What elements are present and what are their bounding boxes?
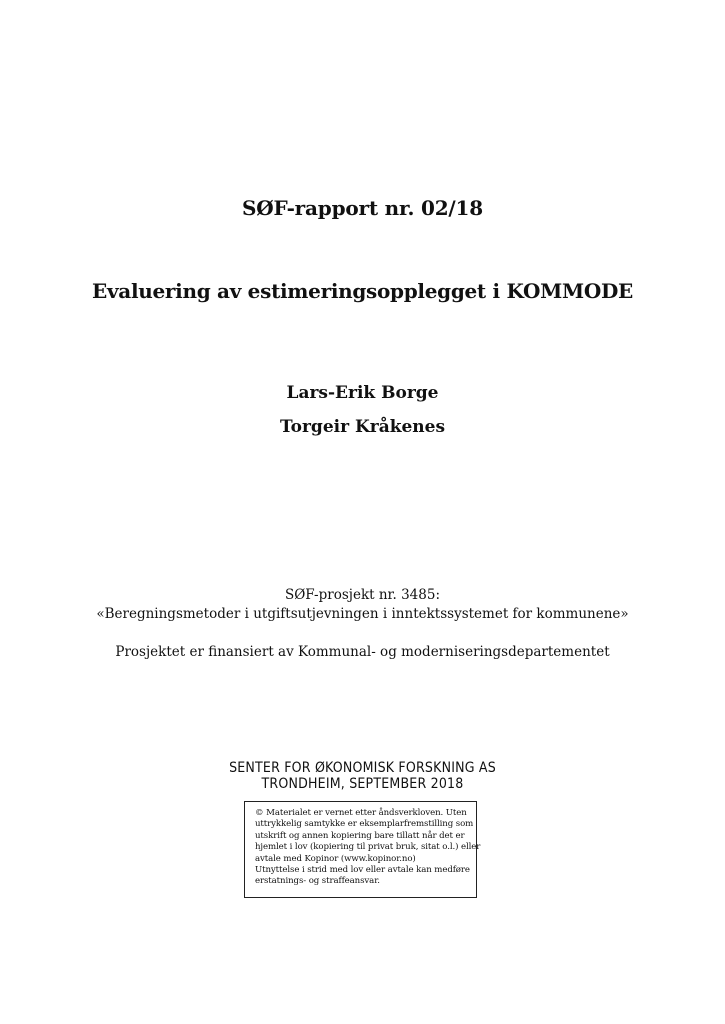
- funding-statement: Prosjektet er finansiert av Kommunal- og moderniseringsdepartementet: [115, 644, 610, 660]
- publisher-place-date: TRONDHEIM, SEPTEMBER 2018: [261, 776, 464, 792]
- author-name: Torgeir Kråkenes: [279, 417, 446, 437]
- copyright-line: uttrykkelig samtykke er eksemplarfremstilling som: [255, 819, 474, 830]
- publisher-name: SENTER FOR ØKONOMISK FORSKNING AS: [229, 760, 496, 776]
- copyright-notice: [244, 801, 481, 898]
- report-number: SØF-rapport nr. 02/18: [242, 196, 483, 220]
- copyright-line: © Materialet er vernet etter åndsverkloven. Uten: [255, 808, 467, 818]
- copyright-line: utskrift og annen kopiering bare tillatt når det er: [255, 830, 465, 841]
- copyright-line: erstatnings- og straffeansvar.: [255, 876, 380, 887]
- copyright-line: Utnyttelse i strid med lov eller avtale kan medføre: [255, 865, 470, 876]
- copyright-line: avtale med Kopinor (www.kopinor.no): [255, 853, 416, 864]
- report-title: Evaluering av estimeringsopplegget i KOMMODE: [92, 279, 633, 303]
- project-name: «Beregningsmetoder i utgiftsutjevningen i inntektssystemet for kommunene»: [96, 606, 629, 622]
- project-number: SØF-prosjekt nr. 3485:: [284, 587, 440, 603]
- copyright-line: hjemlet i lov (kopiering til privat bruk, sitat o.l.) eller: [255, 842, 481, 853]
- author-name: Lars-Erik Borge: [286, 383, 439, 403]
